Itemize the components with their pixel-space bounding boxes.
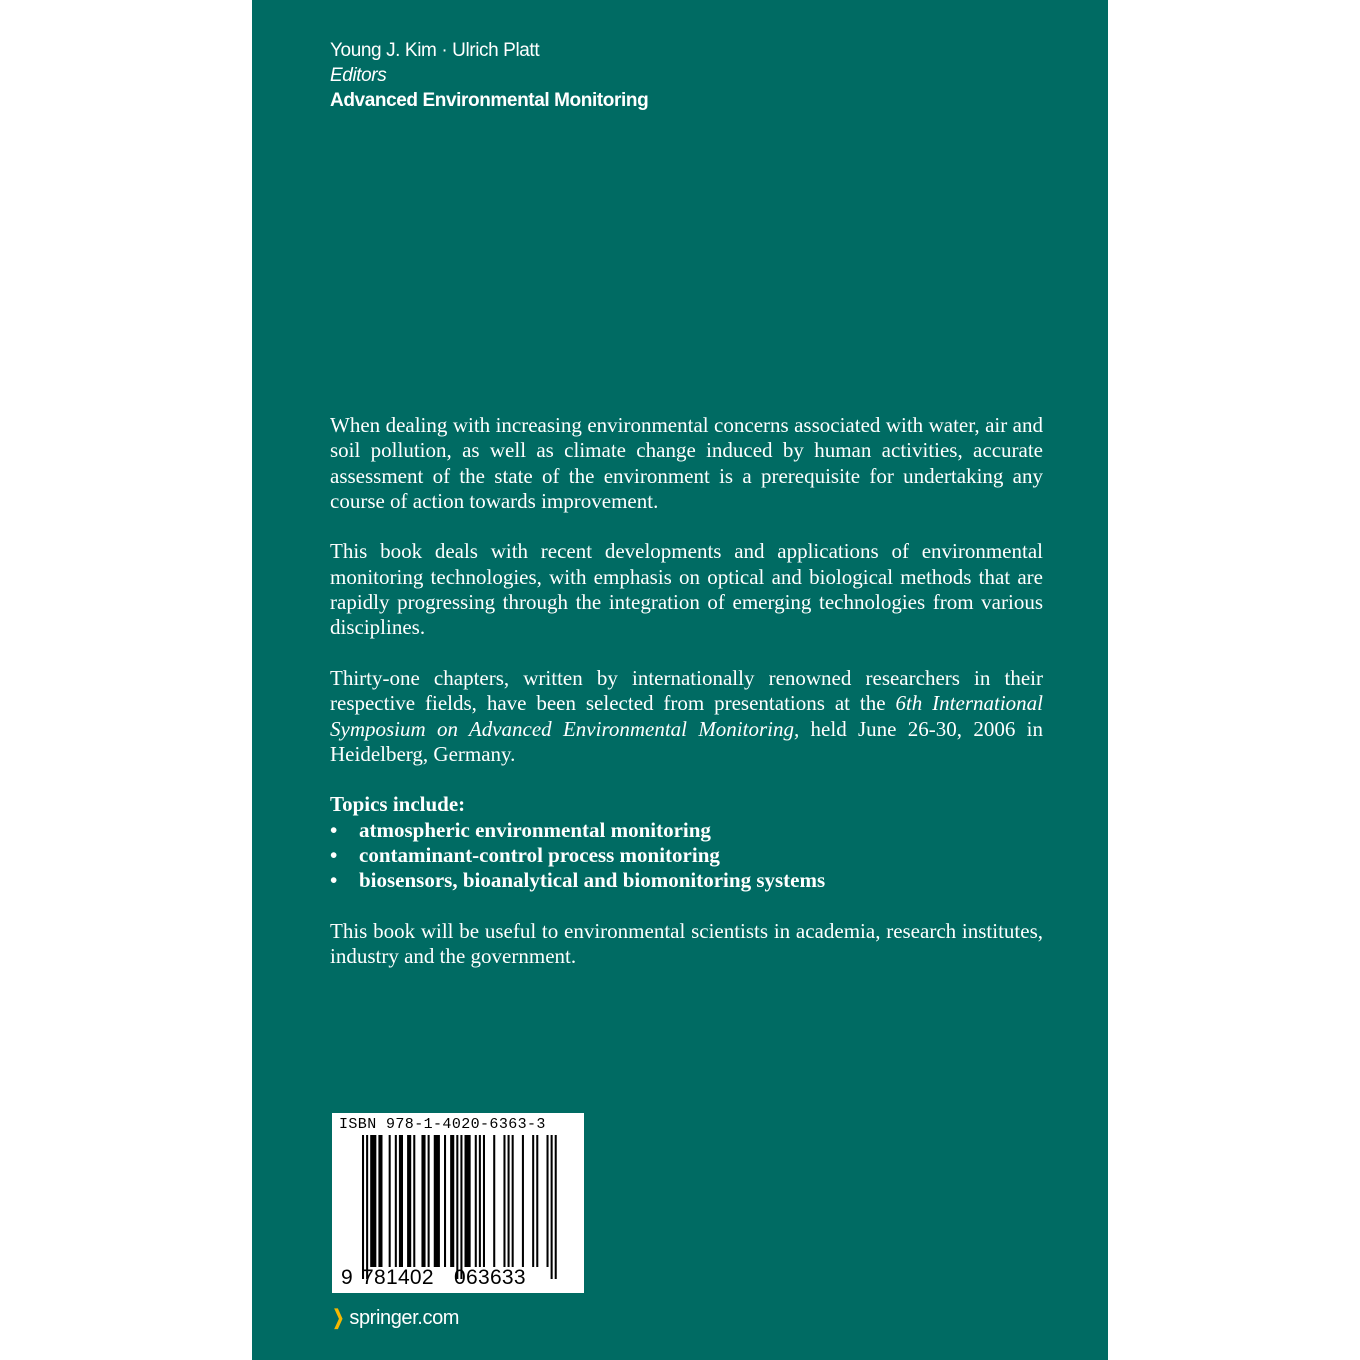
paragraph-scope: This book deals with recent developments and applications of environmental monitoring technologies, with emphasis on optical and biological methods that are rapidly progressing through the integration of emerging technologies from various disciplines. xyxy=(330,539,1043,640)
topic-text: contaminant-control process monitoring xyxy=(359,843,720,868)
barcode-bar xyxy=(378,1135,382,1267)
publisher-site: springer.com xyxy=(349,1307,460,1329)
barcode-bar xyxy=(434,1135,440,1267)
barcode-bar xyxy=(399,1135,403,1267)
publisher-link[interactable] xyxy=(330,1306,459,1330)
barcode-bar xyxy=(362,1135,364,1279)
barcode-bar xyxy=(460,1135,462,1279)
barcode-bar xyxy=(428,1135,430,1267)
barcode-bar xyxy=(536,1135,538,1267)
bullet: • xyxy=(330,868,338,893)
bullet: • xyxy=(330,843,338,868)
blurb xyxy=(330,413,1043,995)
editors-label: Editors xyxy=(330,65,387,86)
chapters-text-end: held June 26-30, 2006 in Heidelberg, Germany. xyxy=(330,716,1043,766)
barcode-digits-right: 063633 xyxy=(454,1266,526,1289)
cover-header xyxy=(330,38,648,113)
barcode-bar xyxy=(395,1135,397,1267)
barcode-bar xyxy=(413,1135,415,1267)
chevron-right-icon: ❯ xyxy=(332,1307,344,1329)
topics-heading: Topics include: xyxy=(330,792,466,817)
topics-list xyxy=(330,818,1043,894)
paragraph-intro: When dealing with increasing environmental concerns associated with water, air and soil pollution, as well as climate change induced by human activities, accurate assessment of the state of the environment is a prerequisite for undertaking any course of action towards improvement. xyxy=(330,413,1043,513)
barcode-bar xyxy=(532,1135,534,1267)
barcode-bar xyxy=(512,1135,514,1267)
barcode-bar xyxy=(444,1135,446,1267)
barcode-bar xyxy=(522,1135,524,1267)
paragraph-chapters xyxy=(330,666,1043,767)
barcode-bar xyxy=(551,1135,553,1279)
list-item xyxy=(330,818,1043,843)
barcode-bar xyxy=(465,1135,471,1267)
barcode-bar xyxy=(421,1135,425,1267)
barcode-bar xyxy=(389,1135,391,1267)
barcode-bar xyxy=(475,1135,477,1267)
barcode-bar xyxy=(370,1135,376,1267)
barcode-bar xyxy=(366,1135,368,1279)
topic-text: atmospheric environmental monitoring xyxy=(359,817,711,842)
chapters-text-start: Thirty-one chapters, written by internationally renowned researchers in their respective fields, have been selected from presentations at the xyxy=(330,665,1043,716)
barcode-bar xyxy=(479,1135,481,1267)
barcode-bar xyxy=(450,1135,454,1267)
barcode-digit-lead: 9 xyxy=(341,1266,353,1289)
isbn-number: ISBN 978-1-4020-6363-3 xyxy=(339,1116,546,1133)
back-cover xyxy=(252,0,1108,1360)
barcode-bar xyxy=(555,1135,557,1279)
barcode-bar xyxy=(503,1135,505,1267)
barcode-bar xyxy=(483,1135,485,1267)
barcode-bar xyxy=(547,1135,549,1267)
paragraph-audience: This book will be useful to environmental scientists in academia, research institutes, industry and the government. xyxy=(330,918,1043,969)
topic-text: biosensors, bioanalytical and biomonitoring systems xyxy=(359,868,826,893)
list-item xyxy=(330,843,1043,868)
barcode-bar xyxy=(456,1135,458,1279)
authors: Young J. Kim · Ulrich Platt xyxy=(330,40,540,61)
symposium-name: 6th International Symposium on Advanced Environmental Monitoring, xyxy=(330,691,1043,741)
barcode-digits-left: 781402 xyxy=(362,1266,434,1289)
isbn-barcode xyxy=(332,1113,584,1293)
book-title: Advanced Environmental Monitoring xyxy=(330,90,649,111)
list-item xyxy=(330,868,1043,893)
barcode-bar xyxy=(407,1135,411,1267)
barcode-bar xyxy=(493,1135,495,1267)
bullet: • xyxy=(330,817,338,842)
barcode-bar xyxy=(508,1135,510,1267)
